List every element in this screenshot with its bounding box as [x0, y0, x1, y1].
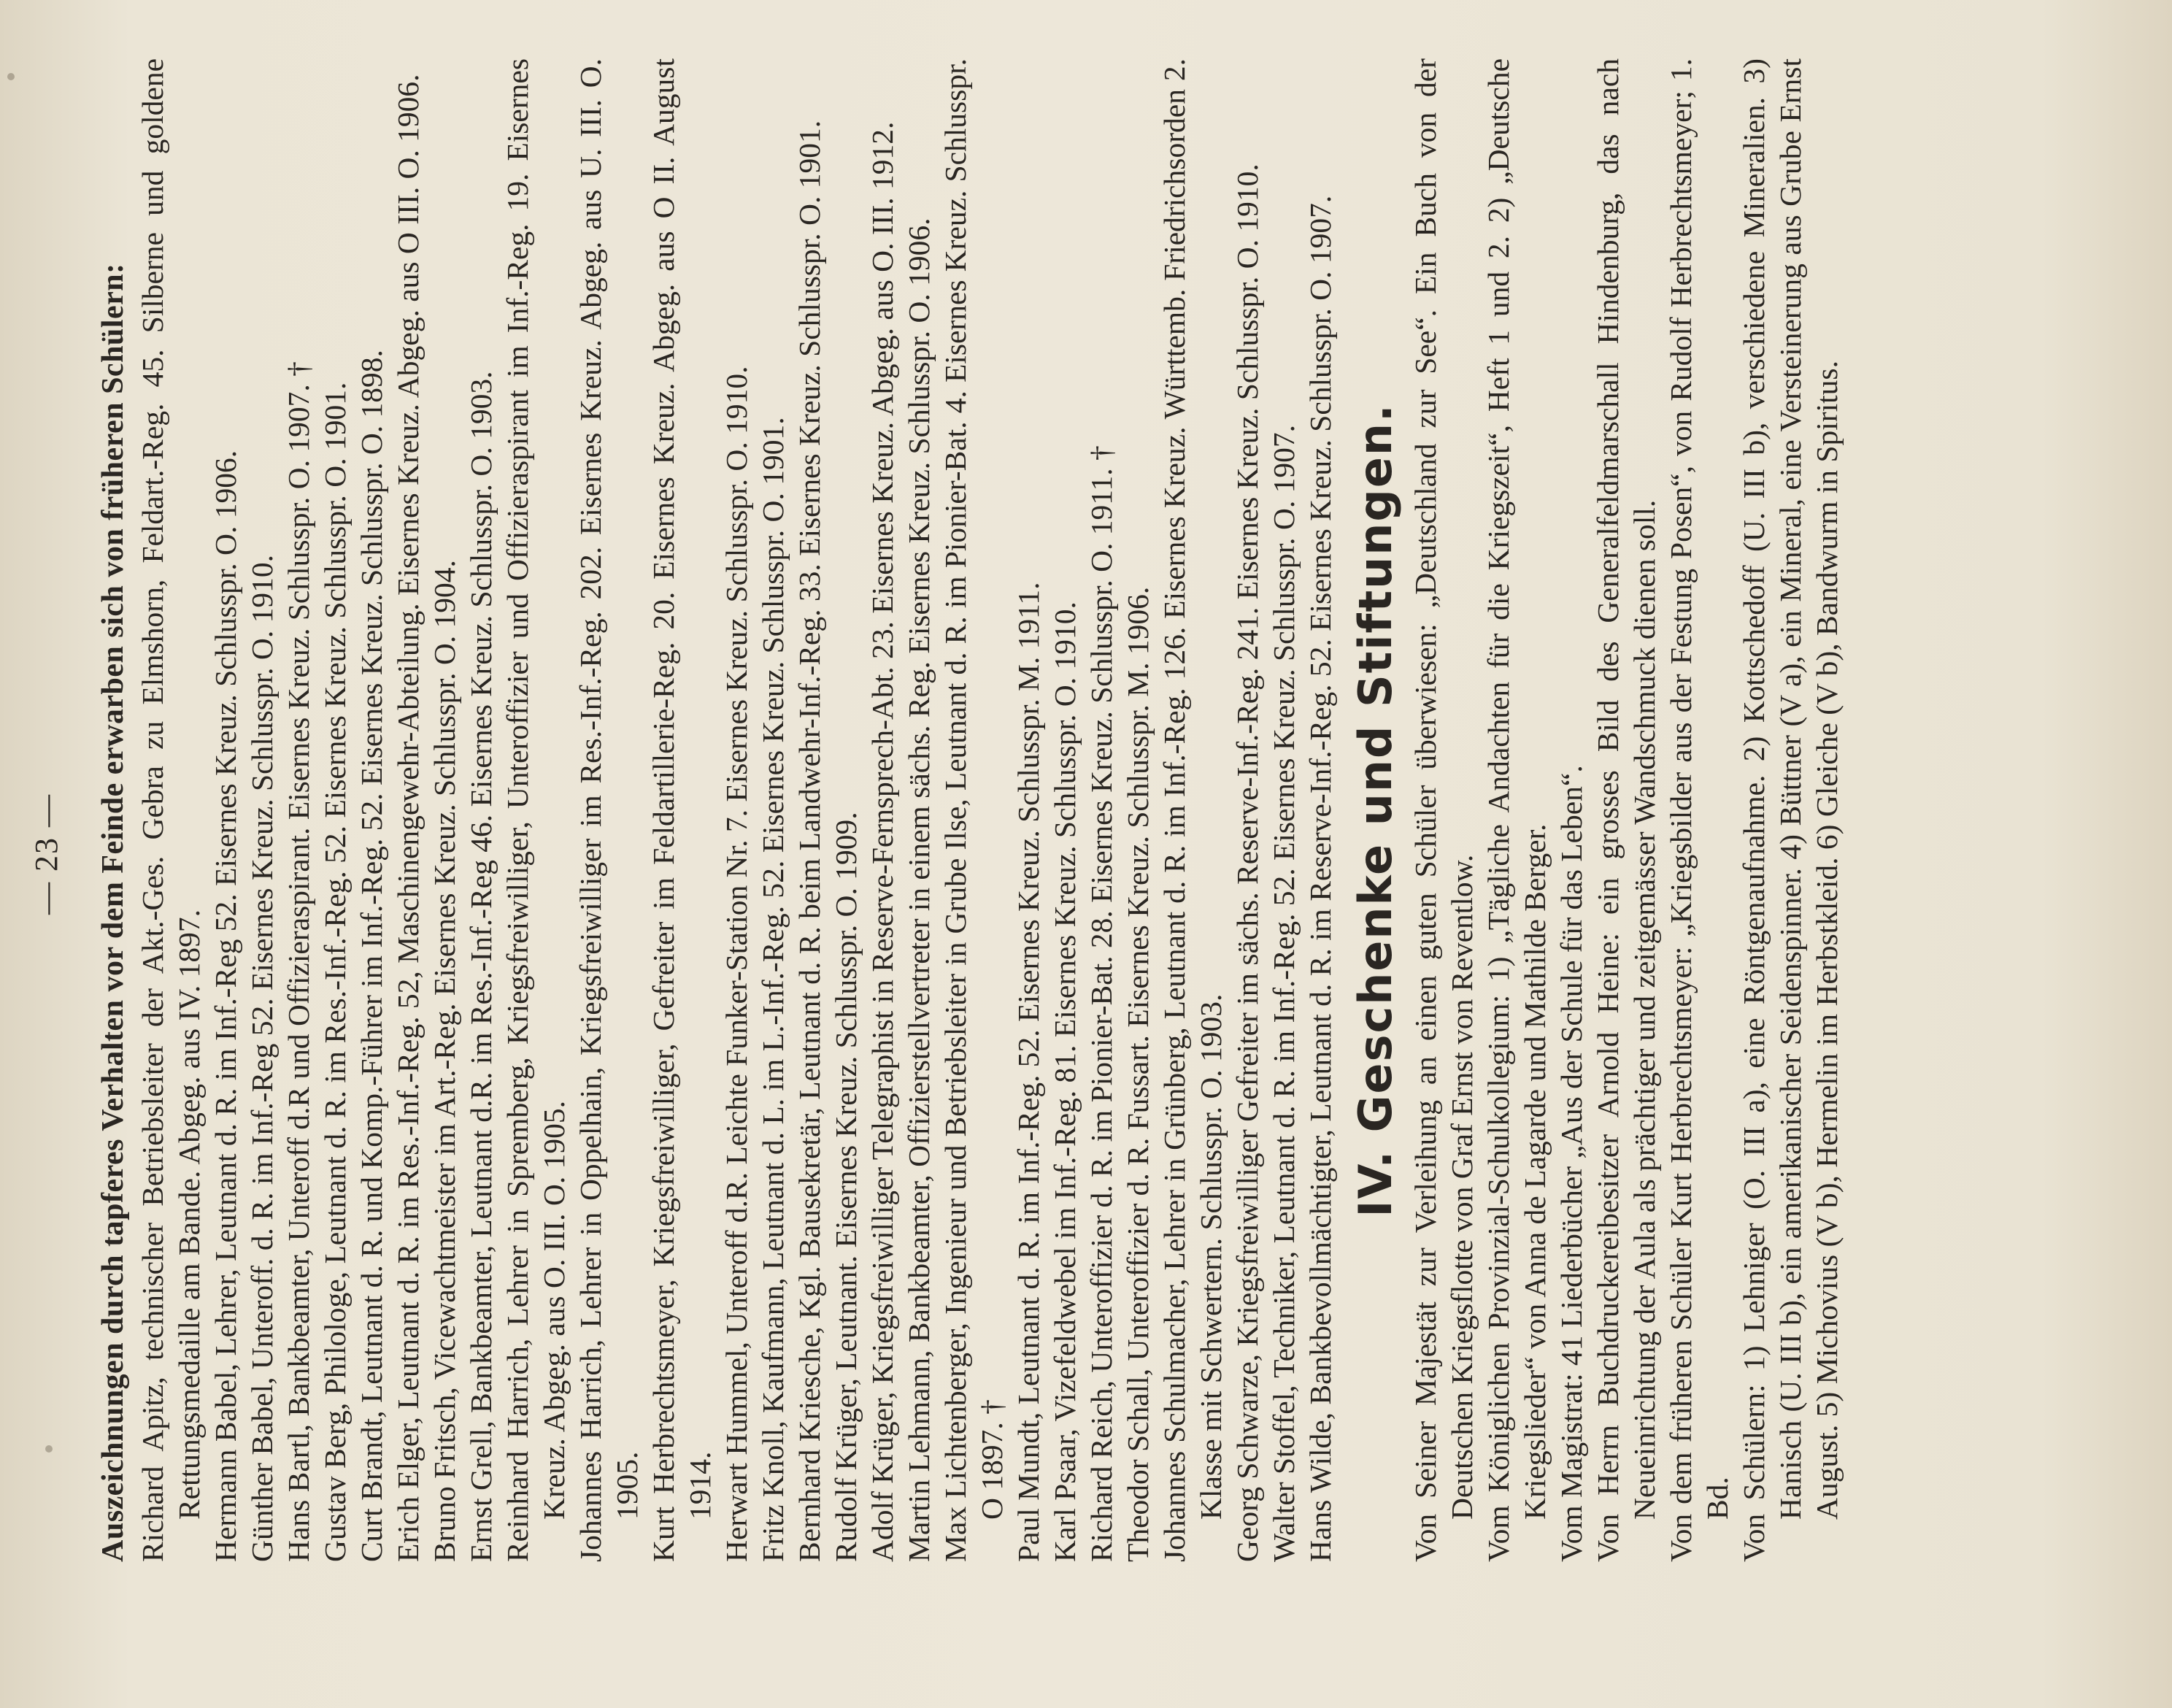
- award-entry: Karl Psaar, Vizefeldwebel im Inf.-Reg. 81. Eisernes Kreuz. Schlusspr. O. 1910.: [1048, 601, 1082, 1562]
- award-entry: Hermann Babel, Lehrer, Leutnant d. R. im Inf.-Reg 52. Eisernes Kreuz. Schlusspr. O. 1906.: [209, 450, 242, 1562]
- award-entry: Richard Reich, Unteroffizier d. R. im Pionier-Bat. 28. Eisernes Kreuz. Schlusspr. O. 1911. †: [1085, 445, 1118, 1562]
- award-entry: Hans Bartl, Bankbeamter, Unteroff d.R und Offizieraspirant. Eisernes Kreuz. Schlusspr. O. 1907. †: [282, 361, 315, 1562]
- award-entry: Kurt Herbrechtsmeyer, Kriegsfreiwilliger, Gefreiter im Feldartillerie-Reg. 20. Eisernes Kreuz. Abgeg. aus O II. August 1914.: [647, 58, 717, 1562]
- awards-list: [134, 58, 1339, 1562]
- award-entry: Georg Schwarze, Kriegsfreiwilliger Gefreiter im sächs. Reserve-Inf.-Reg. 241. Eisernes Kreuz. Schlusspr. O. 1910.: [1231, 164, 1264, 1562]
- award-entry: Fritz Knoll, Kaufmann, Leutnant d. L. im L.-Inf.-Reg. 52. Eisernes Kreuz. Schlusspr. O. 1901.: [756, 417, 790, 1562]
- page-body: [95, 58, 1845, 1562]
- gift-entry: Vom Magistrat: 41 Liederbücher „Aus der Schule für das Leben“.: [1555, 765, 1588, 1562]
- award-entry: Bernhard Kriesche, Kgl. Bausekretär, Leutnant d. R. beim Landwehr-Inf.-Reg. 33. Eisernes Kreuz. Schlusspr. O. 1901.: [793, 120, 826, 1562]
- award-entry: Curt Brandt, Leutnant d. R. und Komp.-Führer im Inf.-Reg. 52. Eisernes Kreuz. Schlusspr. O. 1898.: [355, 350, 388, 1562]
- award-entry: Johannes Schulmacher, Lehrer in Grünberg, Leutnant d. R. im Inf.-Reg. 126. Eisernes Kreuz. Württemb. Friedrichsorden 2. Klasse mit Schwertern. Schlusspr. O. 1903.: [1158, 58, 1228, 1562]
- gifts-list: [1407, 58, 1845, 1562]
- gift-entry: Von Seiner Majestät zur Verleihung an einen guten Schüler überwiesen: „Deutschland zur See“. Ein Buch von der Deutschen Kriegsflotte von Graf Ernst von Reventlow.: [1409, 58, 1479, 1562]
- award-entry: Paul Mundt, Leutnant d. R. im Inf.-Reg. 52. Eisernes Kreuz. Schlusspr. M. 1911.: [1012, 582, 1045, 1562]
- award-entry: Theodor Schall, Unteroffizier d. R. Fussart. Eisernes Kreuz. Schlusspr. M. 1906.: [1121, 586, 1155, 1562]
- award-entry: Hans Wilde, Bankbevollmächtigter, Leutnant d. R. im Reserve-Inf.-Reg. 52. Eisernes Kreuz. Schlusspr. O. 1907.: [1303, 195, 1337, 1562]
- award-entry: Richard Apitz, technischer Betriebsleiter der Akt.-Ges. Gebra zu Elmshorn, Feldart.-Reg. 45. Silberne und goldene Rettungsmedaille am Bande. Abgeg. aus IV. 1897.: [136, 58, 206, 1562]
- gift-entry: Von Herrn Buchdruckereibesitzer Arnold Heine: ein grosses Bild des Generalfeldmarschall Hindenburg, das nach Neueinrichtung der Aula als prächtiger und zeitgemässer Wandschmuck dienen soll.: [1591, 58, 1661, 1562]
- award-entry: Erich Elger, Leutnant d. R. im Res.-Inf.-Reg. 52, Maschinengewehr-Abteilung. Eisernes Kreuz. Abgeg. aus O III. O. 1906.: [391, 74, 425, 1562]
- gift-entry: Von Schülern: 1) Lehniger (O. III a), eine Röntgenaufnahme. 2) Kottschedoff (U. III b), verschiedene Mineralien. 3) Hanisch (U. III b), ein amerikanischer Seidenspinner. 4) Büttner (V a), ein Mineral, eine Versteinerung aus Grube Ernst August. 5) Michovius (V b), Hermelin im Herbstkleid. 6) Gleiche (V b), Bandwurm in Spiritus.: [1737, 58, 1844, 1562]
- award-entry: Martin Lehmann, Bankbeamter, Offizierstellvertreter in einem sächs. Reg. Eisernes Kreuz. Schlusspr. O. 1906.: [902, 218, 936, 1562]
- gifts-heading: IV. Geschenke und Stiftungen.: [1349, 403, 1402, 1217]
- award-entry: Gustav Berg, Philologe, Leutnant d. R. im Res.-Inf.-Reg. 52. Eisernes Kreuz. Schlusspr. O. 1901.: [318, 382, 352, 1562]
- award-entry: Max Lichtenberger, Ingenieur und Betriebsleiter in Grube Ilse, Leutnant d. R. im Pionier-Bat. 4. Eisernes Kreuz. Schlusspr. O 1897. †: [939, 58, 1009, 1562]
- award-entry: Bruno Fritsch, Vicewachtmeister im Art.-Reg. Eisernes Kreuz. Schlusspr. O. 1904.: [428, 560, 461, 1562]
- award-entry: Rudolf Krüger, Leutnant. Eisernes Kreuz. Schlusspr. O. 1909.: [829, 812, 863, 1562]
- award-entry: Günther Babel, Unteroff. d. R. im Inf.-Reg 52. Eisernes Kreuz. Schlusspr. O. 1910.: [245, 554, 279, 1562]
- award-entry: Adolf Krüger, Kriegsfreiwilliger Telegraphist in Reserve-Fernsprech-Abt. 23. Eisernes Kreuz. Abgeg. aus O. III. 1912.: [866, 121, 899, 1562]
- award-entry: Reinhard Harrich, Lehrer in Spremberg, Kriegsfreiwilliger, Unteroffizier und Offizieraspirant im Inf.-Reg. 19. Eisernes Kreuz. Abgeg. aus O. III. O. 1905.: [501, 58, 571, 1562]
- award-entry: Walter Stoffel, Techniker, Leutnant d. R. im Inf.-Reg. 52. Eisernes Kreuz. Schlusspr. O. 1907.: [1267, 424, 1301, 1562]
- award-entry: Herwart Hummel, Unteroff d.R. Leichte Funker-Station Nr. 7. Eisernes Kreuz. Schlusspr. O. 1910.: [720, 366, 753, 1562]
- gift-entry: Von dem früheren Schüler Kurt Herbrechtsmeyer: „Kriegsbilder aus der Festung Posen“, von Rudolf Herbrechtsmeyer; 1. Bd.: [1664, 58, 1734, 1562]
- awards-heading: Auszeichnungen durch tapferes Verhalten vor dem Feinde erwarben sich von früheren Schülern:: [96, 263, 130, 1562]
- award-entry: Johannes Harrich, Lehrer in Oppelhain, Kriegsfreiwilliger im Res.-Inf.-Reg. 202. Eisernes Kreuz. Abgeg. aus U. III. O. 1905.: [574, 58, 644, 1562]
- award-entry: Ernst Grell, Bankbeamter, Leutnant d.R. im Res.-Inf.-Reg 46. Eisernes Kreuz. Schlusspr. O. 1903.: [464, 371, 498, 1562]
- page-number: — 23 —: [28, 793, 64, 915]
- gift-entry: Vom Königlichen Provinzial-Schulkollegium: 1) „Tägliche Andachten für die Kriegszeit“, Heft 1 und 2. 2) „Deutsche Kriegslieder“ von Anna de Lagarde und Mathilde Berger.: [1482, 58, 1552, 1562]
